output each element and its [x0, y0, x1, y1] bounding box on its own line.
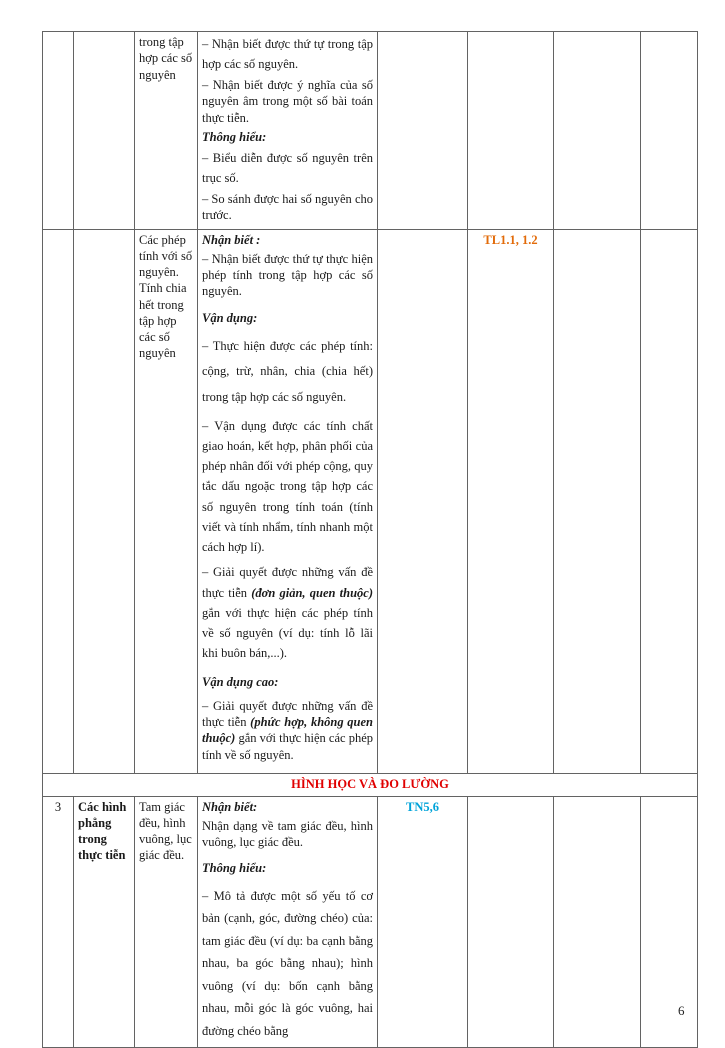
cell-level-vd — [554, 32, 641, 230]
cell-level-vdc — [641, 229, 698, 773]
section-header-title: HÌNH HỌC VÀ ĐO LƯỜNG — [43, 773, 698, 796]
cell-level-vdc — [641, 32, 698, 230]
table-row — [43, 229, 698, 773]
cell-topic: Các phép tính với số nguyên. Tính chia hết trong tập hợp các số nguyên — [135, 229, 198, 773]
requirement-paragraph: – Nhận biết được ý nghĩa của số nguyên âm trong một số bài toán thực tiễn. — [202, 78, 373, 125]
cell-level-vdc — [641, 796, 698, 1048]
requirement-paragraph: – Giải quyết được những vấn đề thực tiễn (đơn giản, quen thuộc) gắn với thực hiện các phép tính về số nguyên (ví dụ: tính lỗ lãi khi buôn bán,...). — [202, 565, 373, 661]
cell-level-nb — [378, 32, 468, 230]
cell-stt — [43, 229, 74, 773]
cell-level-nb — [378, 229, 468, 773]
table-row — [43, 32, 698, 230]
cell-level-vd — [554, 229, 641, 773]
requirement-paragraph: – Nhận biết được thứ tự thực hiện phép tính trong tập hợp các số nguyên. — [202, 251, 373, 299]
requirement-paragraph: – So sánh được hai số nguyên cho trước. — [202, 192, 373, 223]
cell-level-th: TL1.1, 1.2 — [468, 229, 554, 773]
requirement-paragraph: Vận dụng cao: — [202, 674, 279, 689]
cell-level-vd — [554, 796, 641, 1048]
requirement-paragraph: Nhận biết: — [202, 799, 258, 814]
cell-chapter — [74, 32, 135, 230]
requirement-paragraph: Thông hiểu: — [202, 129, 267, 144]
cell-stt: 3 — [43, 796, 74, 1048]
requirement-paragraph: – Vận dụng được các tính chất giao hoán, kết hợp, phân phối của phép nhân đối với phép cộng, quy tắc dấu ngoặc trong tập hợp các số nguyên trong tính toán (tính viết và tính nhẩm, tính nhanh một cách hợp lí). — [202, 418, 373, 555]
cell-chapter: Các hình phẳng trong thực tiễn — [74, 796, 135, 1048]
page-number: 6 — [678, 1003, 685, 1018]
requirement-paragraph: Nhận biết : — [202, 232, 261, 247]
cell-requirements — [198, 796, 378, 1048]
cell-requirements — [198, 32, 378, 230]
requirement-paragraph: – Giải quyết được những vấn đề thực tiễn (phức hợp, không quen thuộc) gắn với thực hiện các phép tính về số nguyên. — [202, 698, 373, 762]
cell-level-th — [468, 796, 554, 1048]
requirements-text — [202, 34, 373, 224]
requirements-text — [202, 799, 373, 1043]
cell-requirements — [198, 229, 378, 773]
requirement-paragraph: – Biểu diễn được số nguyên trên trục số. — [202, 151, 373, 185]
requirement-paragraph: – Mô tả được một số yếu tố cơ bản (cạnh, góc, đường chéo) của: tam giác đều (ví dụ: ba cạnh bằng nhau, ba góc bằng nhau); hình vuông (ví dụ: bốn cạnh bằng nhau, mỗi góc là góc vuông, hai đường chéo bằng — [202, 888, 373, 1038]
table-row — [43, 796, 698, 1048]
cell-stt — [43, 32, 74, 230]
section-header-row — [43, 773, 698, 796]
requirement-paragraph: Nhận dạng về tam giác đều, hình vuông, lục giác đều. — [202, 818, 373, 849]
requirement-paragraph: Vận dụng: — [202, 310, 258, 325]
requirement-paragraph: – Thực hiện được các phép tính: cộng, trừ, nhân, chia (chia hết) trong tập hợp các số nguyên. — [202, 338, 373, 404]
requirement-paragraph: Thông hiểu: — [202, 861, 267, 876]
cell-chapter — [74, 229, 135, 773]
cell-topic: trong tập hợp các số nguyên — [135, 32, 198, 230]
requirements-text — [202, 232, 373, 763]
cell-level-th — [468, 32, 554, 230]
cell-level-nb: TN5,6 — [378, 796, 468, 1048]
requirement-paragraph: – Nhận biết được thứ tự trong tập hợp các số nguyên. — [202, 37, 373, 71]
cell-topic: Tam giác đều, hình vuông, lục giác đều. — [135, 796, 198, 1048]
specification-matrix-table — [42, 31, 698, 1048]
